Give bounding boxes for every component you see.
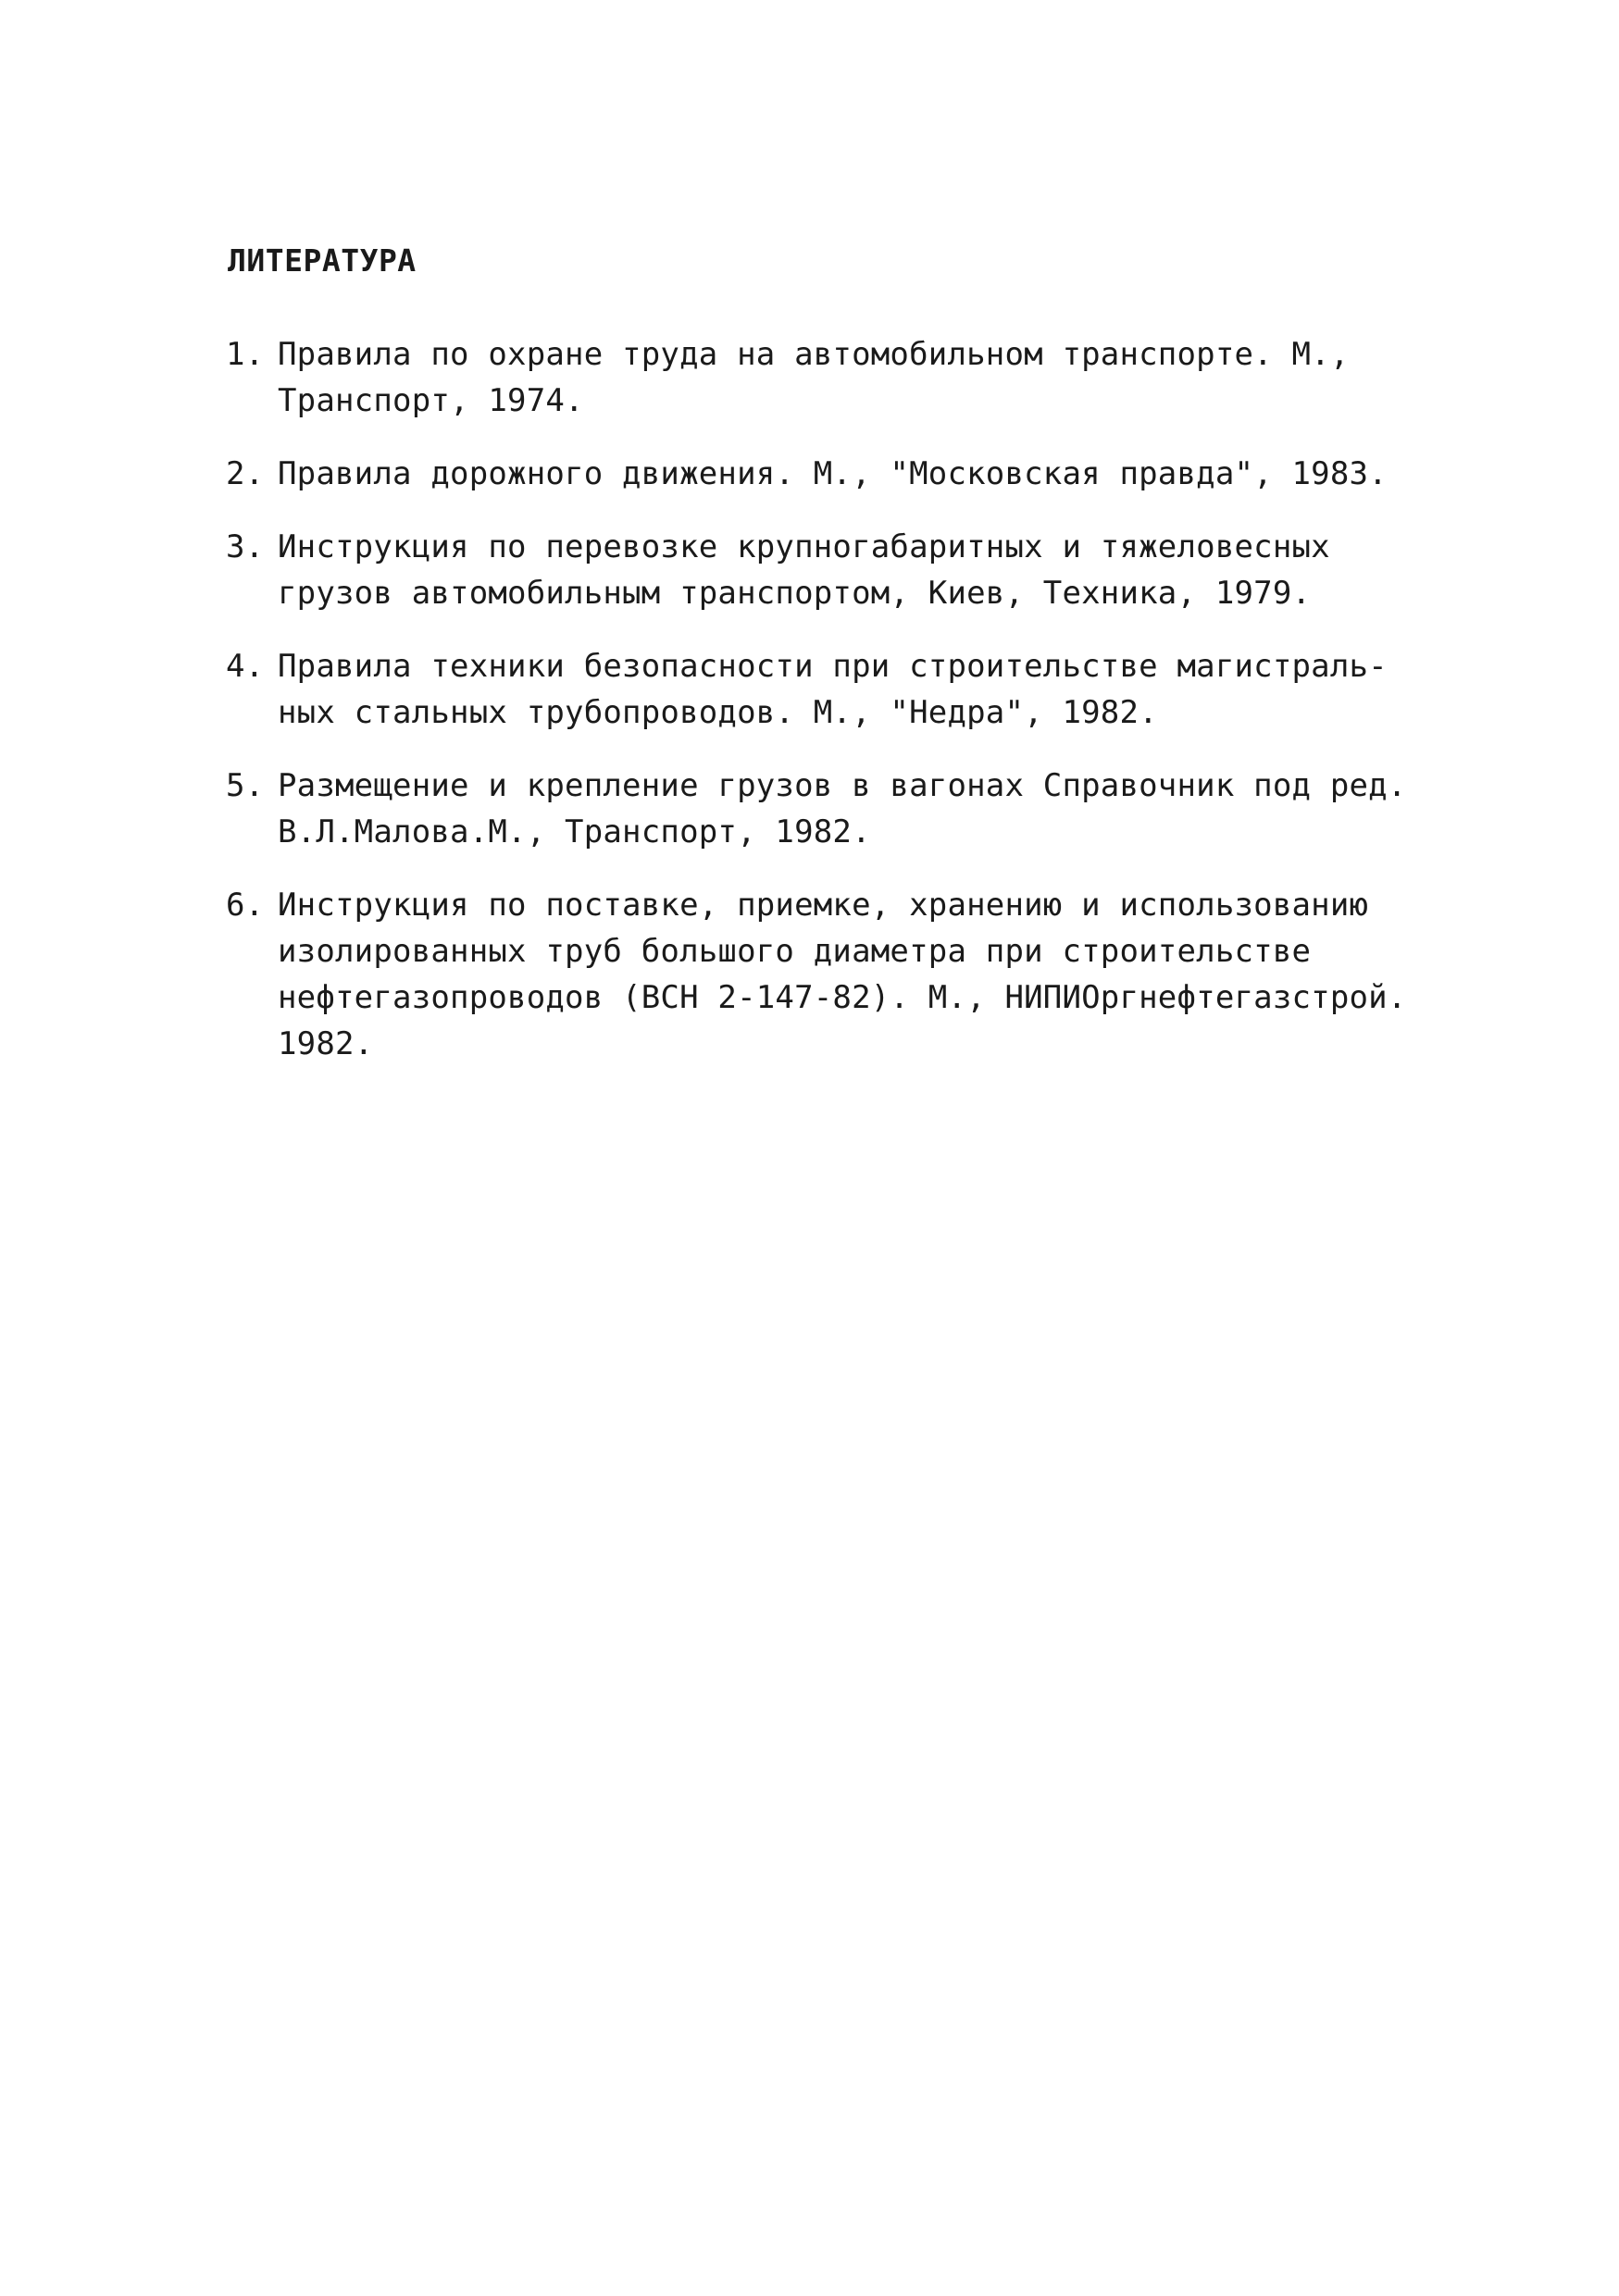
reference-item-5 bbox=[226, 763, 1429, 855]
reference-number: 3. bbox=[226, 528, 265, 565]
reference-text-line: Правила по охране труда на автомобильном транспорте. М., bbox=[278, 336, 1350, 373]
reference-text-line: Правила дорожного движения. М., "Московская правда", 1983. bbox=[278, 455, 1388, 492]
reference-number: 2. bbox=[226, 455, 265, 492]
reference-item-4 bbox=[226, 643, 1429, 736]
reference-text-line: Инструкция по перевозке крупногабаритных и тяжеловесных bbox=[278, 528, 1330, 565]
reference-list bbox=[226, 331, 1429, 1094]
reference-text-line: ных стальных трубопроводов. М., "Недра", 1982. bbox=[278, 694, 1158, 731]
reference-text-line: Инструкция по поставке, приемке, хранению и использованию bbox=[278, 887, 1369, 924]
reference-item-1 bbox=[226, 331, 1429, 424]
reference-text-line: изолированных труб большого диаметра при строительстве bbox=[278, 933, 1312, 970]
page-title: ЛИТЕРАТУРА bbox=[228, 242, 417, 279]
reference-number: 1. bbox=[226, 336, 265, 373]
reference-item-6 bbox=[226, 882, 1429, 1067]
reference-number: 6. bbox=[226, 887, 265, 924]
reference-text-line: Правила техники безопасности при строительстве магистраль- bbox=[278, 648, 1388, 685]
reference-text-line: В.Л.Малова.М., Транспорт, 1982. bbox=[278, 813, 871, 850]
reference-item-2 bbox=[226, 451, 1429, 497]
reference-text-line: 1982. bbox=[278, 1025, 374, 1062]
reference-number: 4. bbox=[226, 648, 265, 685]
reference-text-line: Транспорт, 1974. bbox=[278, 382, 584, 419]
reference-text-line: Размещение и крепление грузов в вагонах Справочник под ред. bbox=[278, 767, 1407, 804]
reference-item-3 bbox=[226, 524, 1429, 616]
reference-number: 5. bbox=[226, 767, 265, 804]
reference-text-line: нефтегазопроводов (ВСН 2-147-82). М., НИПИОргнефтегазстрой. bbox=[278, 979, 1407, 1016]
reference-text-line: грузов автомобильным транспортом, Киев, Техника, 1979. bbox=[278, 575, 1312, 612]
